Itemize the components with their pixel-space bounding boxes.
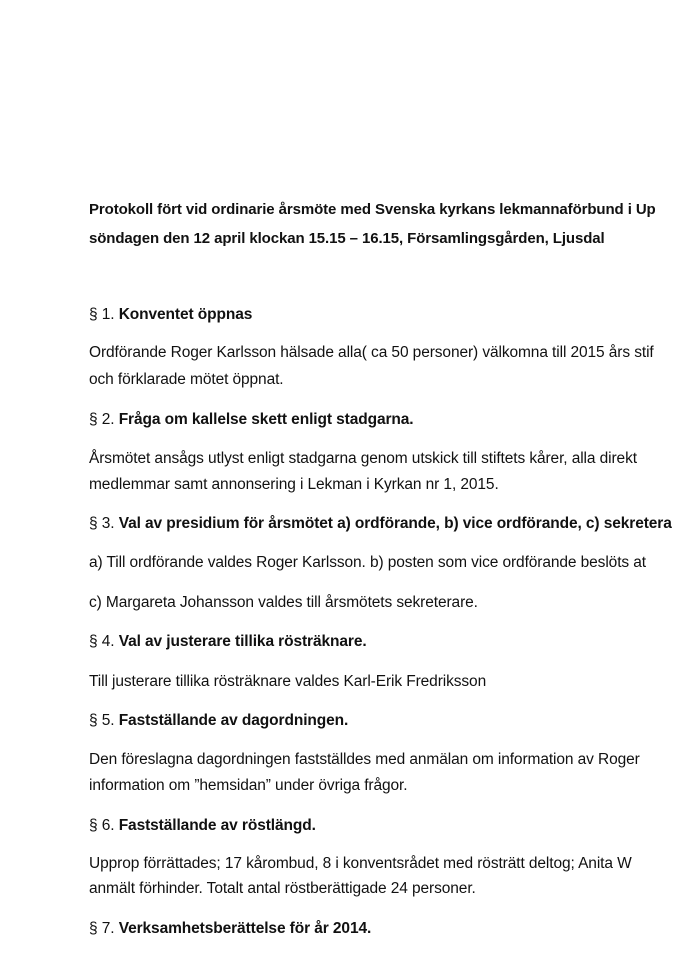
title-line-2: söndagen den 12 april klockan 15.15 – 16.15, Församlingsgården, Ljusdal <box>89 230 605 247</box>
title-line-1: Protokoll fört vid ordinarie årsmöte med Svenska kyrkans lekmannaförbund i Up <box>89 201 656 218</box>
section-1-body-line: Ordförande Roger Karlsson hälsade alla( ca 50 personer) välkomna till 2015 års stif <box>89 344 654 361</box>
section-3-body-line: a) Till ordförande valdes Roger Karlsson. b) posten som vice ordförande beslöts at <box>89 554 646 571</box>
section-number: § 3. <box>89 515 115 532</box>
section-title: Fastställande av dagordningen. <box>118 712 349 729</box>
section-2-body-line: Årsmötet ansågs utlyst enligt stadgarna genom utskick till stiftets kårer, alla direkt <box>89 450 637 467</box>
section-number: § 1. <box>89 306 115 323</box>
section-2-heading <box>89 410 414 430</box>
section-title: Konventet öppnas <box>118 306 253 323</box>
section-2-body-line: medlemmar samt annonsering i Lekman i Kyrkan nr 1, 2015. <box>89 476 499 493</box>
section-number: § 6. <box>89 817 115 834</box>
section-title: Val av presidium för årsmötet a) ordförande, b) vice ordförande, c) sekretera <box>118 515 672 532</box>
section-number: § 5. <box>89 712 115 729</box>
section-4-heading <box>89 632 367 652</box>
section-4-body-line: Till justerare tillika rösträknare valdes Karl-Erik Fredriksson <box>89 673 487 690</box>
section-5-body-line: information om ”hemsidan” under övriga frågor. <box>89 777 408 794</box>
section-5-body-line: Den föreslagna dagordningen fastställdes med anmälan om information av Roger <box>89 751 640 768</box>
section-number: § 2. <box>89 411 115 428</box>
section-5-heading <box>89 711 348 731</box>
section-6-body-line: anmält förhinder. Totalt antal röstberättigade 24 personer. <box>89 880 476 897</box>
section-6-heading <box>89 816 316 836</box>
section-title: Fastställande av röstlängd. <box>118 817 316 834</box>
section-1-body-line: och förklarade mötet öppnat. <box>89 371 284 388</box>
section-title: Val av justerare tillika rösträknare. <box>118 633 367 650</box>
section-1-heading <box>89 305 252 325</box>
section-6-body-line: Upprop förrättades; 17 kårombud, 8 i konventsrådet med rösträtt deltog; Anita W <box>89 855 632 872</box>
section-title: Verksamhetsberättelse för år 2014. <box>118 920 372 937</box>
section-3-body-line: c) Margareta Johansson valdes till årsmötets sekreterare. <box>89 594 478 611</box>
section-3-heading <box>89 514 672 534</box>
section-number: § 7. <box>89 920 115 937</box>
section-7-heading <box>89 919 371 939</box>
section-number: § 4. <box>89 633 115 650</box>
section-title: Fråga om kallelse skett enligt stadgarna. <box>118 411 414 428</box>
